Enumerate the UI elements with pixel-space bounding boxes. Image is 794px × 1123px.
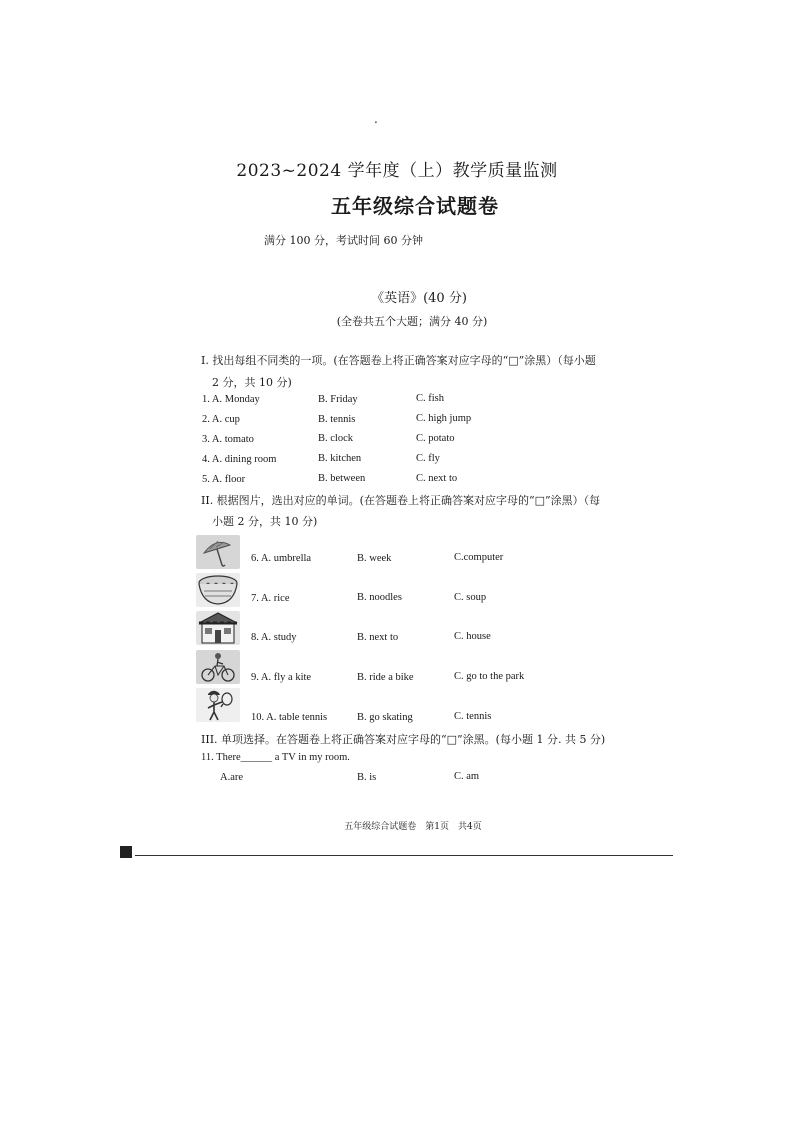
- q9-option-b: B. ride a bike: [357, 672, 414, 683]
- q11-option-b: B. is: [357, 772, 377, 783]
- section3-instruction: III. 单项选择。在答题卷上将正确答案对应字母的“□”涂黑。(每小题 1 分. 共 5 分): [201, 733, 606, 746]
- q4-option-b: B. kitchen: [318, 453, 362, 464]
- bike-icon: [196, 650, 240, 684]
- q5-option-c: C. next to: [416, 473, 458, 484]
- q10-option-b: B. go skating: [357, 712, 413, 723]
- q6-option-a: 6. A. umbrella: [251, 553, 312, 564]
- section1-instruction-line1: I. 找出每组不同类的一项。(在答题卷上将正确答案对应字母的“□”涂黑）（每小题: [201, 354, 596, 367]
- subject-note: (全卷共五个大题；满分 40 分): [336, 315, 488, 328]
- full-marks-note: 满分 100 分，考试时间 60 分钟: [264, 234, 423, 247]
- q6-option-b: B. week: [357, 553, 392, 564]
- q1-option-c: C. fish: [416, 393, 445, 404]
- q2-option-a: 2. A. cup: [202, 414, 240, 425]
- q1-option-b: B. Friday: [318, 394, 358, 405]
- q3-option-b: B. clock: [318, 433, 353, 444]
- q8-option-a: 8. A. study: [251, 632, 297, 643]
- q8-option-c: C. house: [454, 631, 491, 642]
- page-footer: 五年级综合试题卷 第1页 共4页: [344, 822, 482, 832]
- section1-instruction-line2: 2 分，共 10 分): [212, 376, 292, 389]
- umbrella-icon: [196, 535, 240, 569]
- q10-option-c: C. tennis: [454, 711, 492, 722]
- q11-option-a: A.are: [220, 772, 244, 783]
- exam-title: 五年级综合试题卷: [331, 194, 499, 218]
- q4-option-a: 4. A. dining room: [202, 454, 277, 465]
- q5-option-a: 5. A. floor: [202, 474, 246, 485]
- q11-stem: 11. There______ a TV in my room.: [201, 752, 350, 763]
- q9-option-a: 9. A. fly a kite: [251, 672, 312, 683]
- header-dot: .: [374, 112, 378, 126]
- q8-option-b: B. next to: [357, 632, 399, 643]
- q2-option-b: B. tennis: [318, 414, 356, 425]
- exam-year-title: 2023~2024 学年度（上）教学质量监测: [236, 161, 558, 181]
- q3-option-c: C. potato: [416, 433, 455, 444]
- q10-option-a: 10. A. table tennis: [251, 712, 328, 723]
- q2-option-c: C. high jump: [416, 413, 472, 424]
- q3-option-a: 3. A. tomato: [202, 434, 254, 445]
- section2-instruction-line1: II. 根据图片，选出对应的单词。(在答题卷上将正确答案对应字母的“□”涂黑）（每: [201, 494, 601, 507]
- q1-option-a: 1. A. Monday: [202, 394, 260, 405]
- section2-instruction-line2: 小题 2 分，共 10 分): [212, 515, 318, 528]
- corner-square-mark: [120, 846, 132, 858]
- q5-option-b: B. between: [318, 473, 366, 484]
- q11-option-c: C. am: [454, 771, 480, 782]
- q7-option-c: C. soup: [454, 592, 487, 603]
- q6-option-c: C.computer: [454, 552, 504, 563]
- q7-option-b: B. noodles: [357, 592, 402, 603]
- q4-option-c: C. fly: [416, 453, 440, 464]
- footer-divider-line: [135, 855, 673, 856]
- tennis-player-icon: [196, 688, 240, 722]
- house-icon: [196, 611, 240, 645]
- noodles-bowl-icon: [196, 573, 240, 607]
- subject-title: 《英语》(40 分): [371, 291, 467, 306]
- q7-option-a: 7. A. rice: [251, 593, 290, 604]
- q9-option-c: C. go to the park: [454, 671, 525, 682]
